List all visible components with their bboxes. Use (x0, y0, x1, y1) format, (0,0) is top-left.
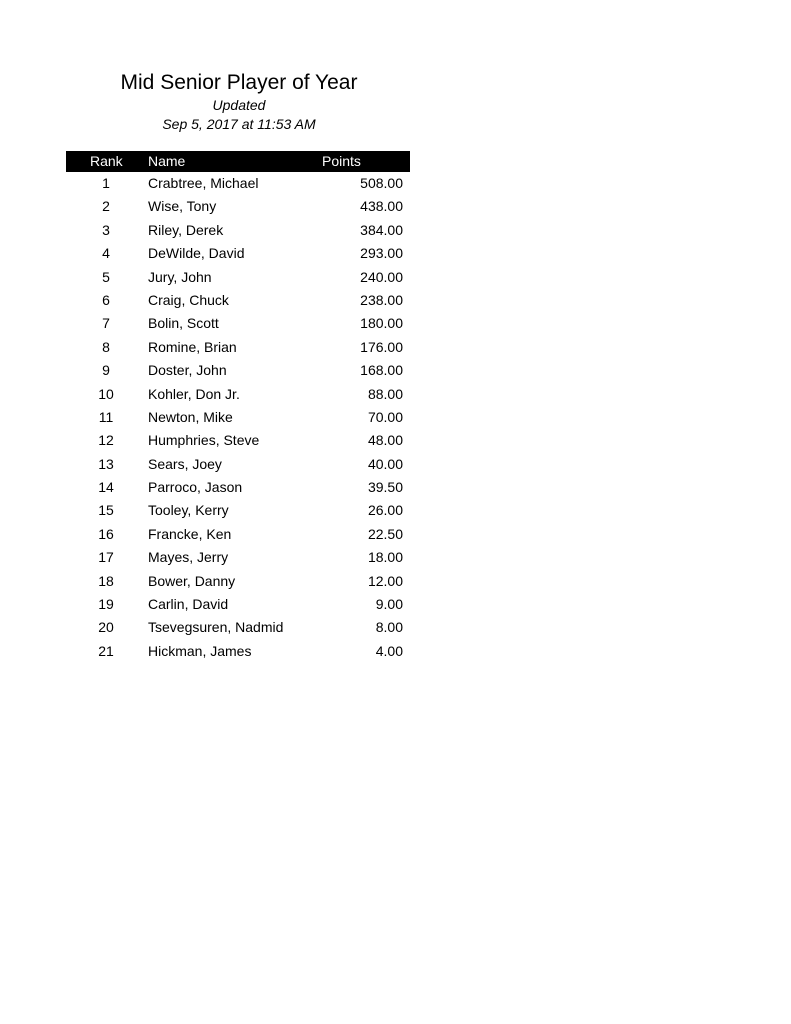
name-cell: Newton, Mike (148, 408, 233, 425)
table-row (66, 546, 410, 569)
name-cell: Hickman, James (148, 642, 252, 659)
column-header-rank: Rank (90, 153, 123, 169)
points-cell: 176.00 (360, 338, 403, 355)
table-row (66, 640, 410, 663)
table-row (66, 570, 410, 593)
points-cell: 18.00 (367, 549, 403, 566)
rank-cell: 12 (98, 432, 114, 449)
table-row (66, 476, 410, 499)
table-header (66, 151, 410, 172)
points-cell: 238.00 (360, 291, 403, 308)
points-cell: 39.50 (367, 479, 403, 496)
name-cell: Sears, Joey (148, 455, 222, 472)
points-cell: 26.00 (367, 502, 403, 519)
points-cell: 48.00 (367, 432, 403, 449)
name-cell: Riley, Derek (148, 221, 224, 238)
column-header-points: Points (322, 153, 361, 169)
rank-cell: 1 (102, 175, 110, 191)
table-row (66, 242, 410, 265)
points-cell: 40.00 (367, 455, 403, 472)
points-cell: 8.00 (375, 619, 403, 636)
table-row (66, 499, 410, 522)
name-cell: Doster, John (148, 362, 227, 379)
rank-cell: 9 (102, 362, 110, 379)
points-cell: 4.00 (375, 642, 403, 659)
table-row (66, 593, 410, 616)
table-row (66, 289, 410, 312)
points-cell: 88.00 (367, 385, 403, 402)
points-cell: 70.00 (367, 408, 403, 425)
points-cell: 22.50 (367, 525, 403, 542)
page-title: Mid Senior Player of Year (120, 71, 358, 94)
name-cell: Craig, Chuck (148, 291, 229, 308)
points-cell: 438.00 (360, 198, 403, 215)
table-row (66, 195, 410, 218)
rank-cell: 11 (98, 408, 114, 425)
name-cell: Humphries, Steve (148, 432, 260, 449)
points-cell: 9.00 (375, 596, 403, 613)
points-cell: 168.00 (360, 362, 403, 379)
updated-date: Sep 5, 2017 at 11:53 AM (162, 116, 316, 132)
points-cell: 384.00 (360, 221, 403, 238)
rank-cell: 17 (98, 549, 114, 566)
points-cell: 240.00 (360, 268, 403, 285)
table-row (66, 429, 410, 452)
rank-cell: 19 (98, 596, 114, 613)
rank-cell: 8 (102, 338, 110, 355)
name-cell: Mayes, Jerry (148, 549, 229, 566)
rank-cell: 5 (102, 268, 110, 285)
column-header-name: Name (148, 153, 186, 169)
points-cell: 293.00 (360, 245, 403, 262)
name-cell: Jury, John (148, 268, 212, 285)
rank-cell: 3 (102, 221, 110, 238)
points-cell: 508.00 (360, 175, 403, 191)
name-cell: Romine, Brian (148, 338, 237, 355)
rank-cell: 2 (102, 198, 110, 215)
name-cell: Wise, Tony (148, 198, 217, 215)
points-cell: 12.00 (367, 572, 403, 589)
name-cell: Francke, Ken (148, 525, 232, 542)
name-cell: Crabtree, Michael (148, 175, 259, 191)
name-cell: DeWilde, David (148, 245, 245, 262)
updated-label: Updated (212, 97, 266, 113)
table-row (66, 616, 410, 639)
name-cell: Bolin, Scott (148, 315, 219, 332)
table-row (66, 453, 410, 476)
points-cell: 180.00 (360, 315, 403, 332)
rank-cell: 4 (102, 245, 110, 262)
rank-cell: 7 (102, 315, 110, 332)
table-row (66, 336, 410, 359)
table-row (66, 312, 410, 335)
rank-cell: 18 (98, 572, 114, 589)
standings-table (66, 151, 410, 663)
rank-cell: 21 (98, 642, 114, 659)
table-row (66, 383, 410, 406)
rank-cell: 13 (98, 455, 114, 472)
rank-cell: 20 (98, 619, 114, 636)
rank-cell: 15 (98, 502, 114, 519)
rank-cell: 10 (98, 385, 114, 402)
name-cell: Bower, Danny (148, 572, 236, 589)
rank-cell: 6 (102, 291, 110, 308)
table-row (66, 266, 410, 289)
table-row (66, 172, 410, 195)
table-row (66, 359, 410, 382)
name-cell: Parroco, Jason (148, 479, 243, 496)
table-row (66, 406, 410, 429)
name-cell: Carlin, David (148, 596, 229, 613)
table-row (66, 523, 410, 546)
name-cell: Tooley, Kerry (148, 502, 229, 519)
rank-cell: 16 (98, 525, 114, 542)
rank-cell: 14 (98, 479, 114, 496)
name-cell: Kohler, Don Jr. (148, 385, 240, 402)
name-cell: Tsevegsuren, Nadmid (148, 619, 284, 636)
table-body (66, 172, 410, 663)
table-row (66, 219, 410, 242)
